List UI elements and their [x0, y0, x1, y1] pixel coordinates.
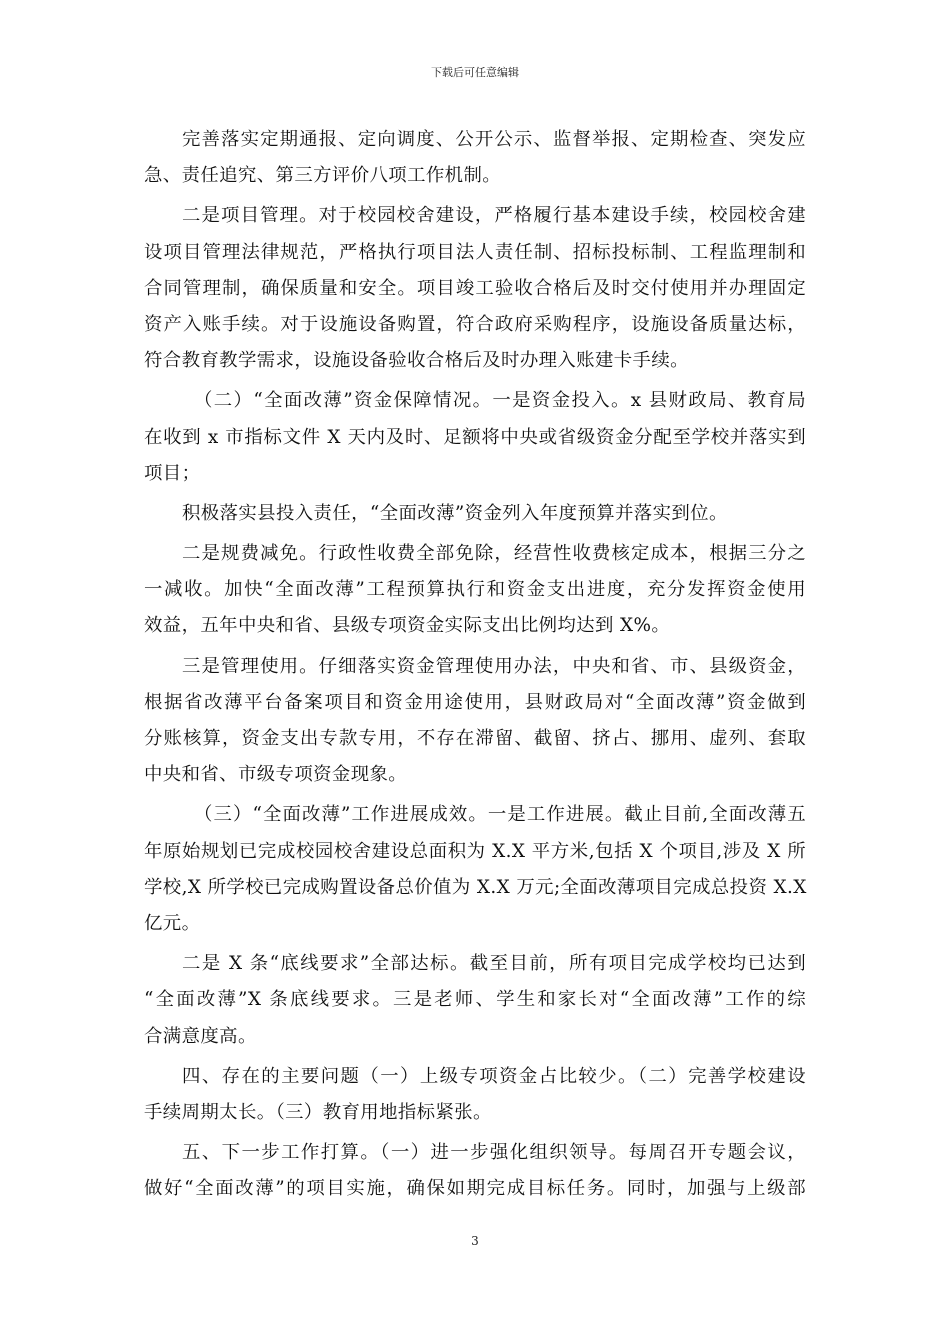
- document-body: [144, 122, 806, 1207]
- text-line: 年原始规划已完成校园校舍建设总面积为 X.X 平方米,包括 X 个项目,涉及 X 所: [144, 840, 806, 862]
- text-line: 设项目管理法律规范，严格执行项目法人责任制、招标投标制、工程监理制和: [144, 241, 806, 263]
- text-line: 效益，五年中央和省、县级专项资金实际支出比例均达到 X%。: [144, 615, 671, 637]
- text-line: 合同管理制，确保质量和安全。项目竣工验收合格后及时交付使用并办理固定: [144, 277, 806, 299]
- text-line: 资产入账手续。对于设施设备购置，符合政府采购程序，设施设备质量达标，: [144, 313, 806, 335]
- text-line: （三）“全面改薄”工作进展成效。一是工作进展。截止目前,全面改薄五: [194, 804, 806, 826]
- text-line: 亿元。: [144, 912, 201, 934]
- text-line: 一减收。加快“全面改薄”工程预算执行和资金支出进度，充分发挥资金使用: [144, 579, 806, 601]
- text-line: 四、存在的主要问题（一）上级专项资金占比较少。（二）完善学校建设: [182, 1065, 806, 1087]
- text-line: 学校,X 所学校已完成购置设备总价值为 X.X 万元;全面改薄项目完成总投资 X.X: [144, 876, 807, 898]
- text-line: 积极落实县投入责任，“全面改薄”资金列入年度预算并落实到位。: [182, 502, 728, 524]
- text-line: （二）“全面改薄”资金保障情况。一是资金投入。x 县财政局、教育局: [194, 390, 806, 412]
- text-line: 急、责任追究、第三方评价八项工作机制。: [144, 165, 502, 187]
- text-line: 完善落实定期通报、定向调度、公开公示、监督举报、定期检查、突发应: [182, 129, 806, 150]
- text-line: 做好“全面改薄”的项目实施，确保如期完成目标任务。同时，加强与上级部: [144, 1178, 806, 1200]
- page-number: 3: [471, 1234, 479, 1248]
- text-line: 中央和省、市级专项资金现象。: [144, 764, 408, 786]
- text-line: 二是 X 条“底线要求”全部达标。截至目前，所有项目完成学校均已达到: [182, 953, 806, 975]
- text-line: 三是管理使用。仔细落实资金管理使用办法，中央和省、市、县级资金，: [182, 655, 806, 677]
- text-line: 在收到 x 市指标文件 X 天内及时、足额将中央或省级资金分配至学校并落实到: [144, 426, 806, 448]
- text-line: 根据省改薄平台备案项目和资金用途使用，县财政局对“全面改薄”资金做到: [144, 691, 806, 713]
- text-line: 二是规费减免。行政性收费全部免除，经营性收费核定成本，根据三分之: [182, 543, 806, 565]
- text-line: 二是项目管理。对于校园校舍建设，严格履行基本建设手续，校园校舍建: [182, 205, 806, 227]
- text-line: 项目；: [144, 462, 201, 484]
- page-header: 下载后可任意编辑: [431, 66, 519, 79]
- text-line: 五、下一步工作打算。（一）进一步强化组织领导。每周召开专题会议，: [182, 1142, 806, 1164]
- text-line: 分账核算，资金支出专款专用，不存在滞留、截留、挤占、挪用、虚列、套取: [144, 728, 806, 749]
- text-line: 符合教育教学需求，设施设备验收合格后及时办理入账建卡手续。: [144, 350, 689, 372]
- text-line: 手续周期太长。（三）教育用地指标紧张。: [144, 1101, 492, 1123]
- text-line: “全面改薄”X 条底线要求。三是老师、学生和家长对“全面改薄”工作的综: [144, 989, 806, 1011]
- text-line: 合满意度高。: [144, 1025, 257, 1047]
